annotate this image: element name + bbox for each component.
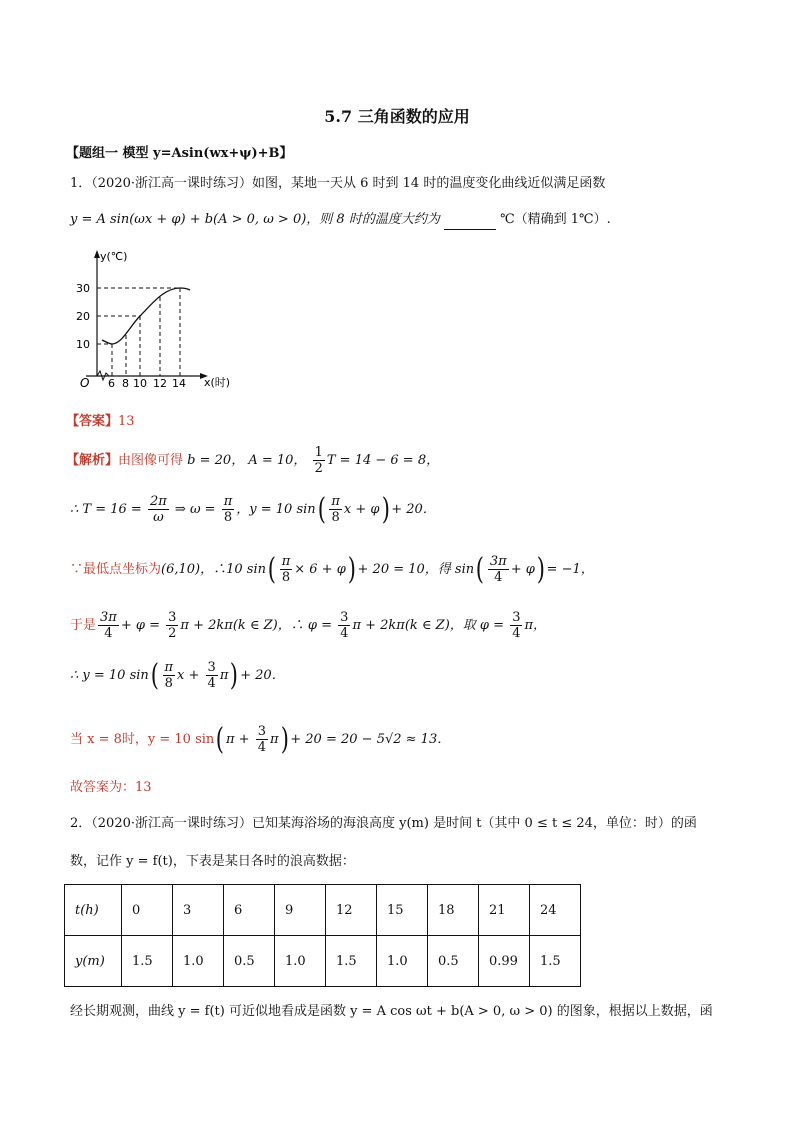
- analysis-l2-b: ⇒ ω =: [174, 502, 216, 517]
- analysis-l3-d: + φ: [510, 562, 535, 577]
- analysis-l3-c: + 20 = 10，得 sin: [357, 562, 475, 577]
- x-axis-label: x(时): [204, 376, 231, 389]
- temperature-curve: [102, 288, 190, 344]
- analysis-l2-a: ∴ T = 16 =: [70, 502, 142, 517]
- page-title: 5.7 三角函数的应用: [324, 107, 470, 126]
- analysis-l5-d: + 20．: [240, 668, 285, 683]
- table-cell: 24: [530, 885, 581, 936]
- y-tick-20: 20: [76, 310, 90, 323]
- analysis-l5-c: π: [219, 668, 229, 683]
- fraction-3-2: $\frac{3}{2}$: [168, 610, 177, 641]
- y-axis-label: y(℃): [100, 250, 128, 263]
- analysis-l1-b: b = 20，: [187, 453, 245, 468]
- analysis-l3-b: × 6 + φ: [294, 562, 346, 577]
- section-header: 【题组一 模型 y=Asin(wx+ψ)+B】: [66, 146, 293, 161]
- analysis-line-4: [70, 608, 546, 644]
- analysis-l3-e: = −1，: [546, 562, 594, 577]
- table-cell: 1.0: [377, 936, 428, 987]
- analysis-tag: 【解析】: [66, 453, 119, 468]
- q1-unit: ℃（精确到 1℃）.: [500, 212, 611, 227]
- answer-blank: [444, 215, 496, 230]
- fraction-3pi-4-b: $\frac{3\pi}{4}$: [100, 610, 117, 641]
- table-cell: 0.5: [428, 936, 479, 987]
- x-tick-8: 8: [122, 377, 129, 390]
- table-cell: 12: [326, 885, 377, 936]
- analysis-line-6: 当 x = 8时，y = 10 sin( π + $\frac{3}{4}$ π) + 20 = 20 − 5√2 ≈ 13．: [70, 721, 451, 757]
- analysis-l6-d: + 20 = 20 − 5√2 ≈ 13．: [290, 732, 451, 747]
- answer-tag: 【答案】: [66, 414, 119, 429]
- fraction-3-4-d: $\frac{3}{4}$: [257, 724, 266, 755]
- analysis-l4-a: + φ =: [120, 618, 160, 633]
- analysis-l6-c: π: [270, 732, 279, 747]
- origin-label: O: [80, 376, 90, 390]
- analysis-line-3: ∵最低点坐标为(6,10)，∴10 sin( $\frac{\pi}{8}$ × 6 + φ) + 20 = 10，得 sin( $\frac{3\pi}{4}$ + φ) = −1，: [70, 551, 594, 587]
- table-cell: 6: [224, 885, 275, 936]
- fraction-half: $\frac{1}{2}$: [314, 445, 323, 476]
- y-tick-10: 10: [76, 338, 90, 351]
- table-cell: 1.0: [173, 936, 224, 987]
- analysis-l4-c: π + 2kπ(k ∈ Z)，取 φ =: [352, 618, 505, 633]
- table-cell: 1.5: [326, 936, 377, 987]
- fraction-pi-8-d: $\frac{\pi}{8}$: [164, 660, 174, 691]
- analysis-line-1: [66, 444, 439, 478]
- y-tick-30: 30: [76, 282, 90, 295]
- fraction-3pi-4: $\frac{3\pi}{4}$: [489, 554, 507, 585]
- analysis-l4-d: π，: [524, 618, 547, 633]
- analysis-l6-a: 当 x = 8时，y = 10 sin: [70, 732, 215, 747]
- x-tick-10: 10: [133, 377, 147, 390]
- answer-value: 13: [118, 414, 135, 429]
- table-cell: 15: [377, 885, 428, 936]
- x-tick-6: 6: [108, 377, 115, 390]
- analysis-l3-a: (6,10)，∴10 sin: [161, 562, 266, 577]
- table-row: [65, 936, 581, 987]
- table-cell: t(h): [65, 885, 122, 936]
- table-cell: 3: [173, 885, 224, 936]
- analysis-l6-b: π +: [226, 732, 250, 747]
- table-cell: 0.99: [479, 936, 530, 987]
- table-cell: 1.0: [275, 936, 326, 987]
- answer-line: [66, 412, 135, 432]
- analysis-l4-red: 于是: [70, 618, 97, 633]
- analysis-l1-A: A = 10，: [248, 453, 307, 468]
- fraction-pi-8: $\frac{\pi}{8}$: [223, 494, 233, 525]
- question-2-line-2: 数，记作 y = f(t)，下表是某日各时的浪高数据：: [70, 854, 355, 869]
- question-1-line-2: [70, 210, 611, 230]
- analysis-l5-a: ∴ y = 10 sin: [70, 668, 149, 683]
- table-cell: 1.5: [530, 936, 581, 987]
- table-cell: 18: [428, 885, 479, 936]
- analysis-l5-b: x +: [177, 668, 200, 683]
- fraction-3-4: $\frac{3}{4}$: [340, 610, 349, 641]
- question-2-line-3: 经长期观测，曲线 y = f(t) 可近似地看成是函数 y = A cos ωt + b(A > 0, ω > 0) 的图象，根据以上数据，函: [70, 1004, 713, 1019]
- question-2-line-1: 2．（2020·浙江高一课时练习）已知某海浴场的海浪高度 y(m) 是时间 t（其中 0 ≤ t ≤ 24，单位：时）的函: [70, 816, 697, 831]
- fraction-2pi-omega: $\frac{2\pi}{\omega}$: [149, 494, 167, 525]
- table-cell: 1.5: [122, 936, 173, 987]
- analysis-l1-text: 由图像可得: [118, 453, 184, 468]
- analysis-line-2: ∴ T = 16 = $\frac{2\pi}{\omega}$ ⇒ ω = $\frac{\pi}{8}$ ，y = 10 sin( $\frac{\pi}{8}$ x + φ) + 20．: [70, 491, 436, 527]
- analysis-line-5: ∴ y = 10 sin( $\frac{\pi}{8}$ x + $\frac{3}{4}$ π) + 20．: [70, 657, 285, 693]
- fraction-3-4-b: $\frac{3}{4}$: [512, 610, 521, 641]
- table-cell: 21: [479, 885, 530, 936]
- analysis-l2-c: ，y = 10 sin: [236, 502, 316, 517]
- q1-formula: y = A sin(ωx + φ) + b(A > 0, ω > 0)，则 8 时的温度大约为: [70, 212, 440, 227]
- table-row: [65, 885, 581, 936]
- temperature-graph: [72, 246, 247, 391]
- analysis-l4-b: π + 2kπ(k ∈ Z)，∴ φ =: [180, 618, 333, 633]
- table-cell: 0.5: [224, 936, 275, 987]
- question-1-line-1: 1．（2020·浙江高一课时练习）如图，某地一天从 6 时到 14 时的温度变化曲线近似满足函数: [70, 176, 606, 191]
- analysis-conclusion: 故答案为：13: [70, 780, 152, 795]
- analysis-l2-d: x + φ: [343, 502, 380, 517]
- x-tick-14: 14: [172, 377, 186, 390]
- table-cell: y(m): [65, 936, 122, 987]
- wave-height-table: [64, 884, 581, 987]
- fraction-3-4-c: $\frac{3}{4}$: [207, 660, 216, 691]
- analysis-l2-e: + 20．: [391, 502, 436, 517]
- x-tick-12: 12: [153, 377, 167, 390]
- analysis-l1-rest: T = 14 − 6 = 8，: [326, 453, 440, 468]
- table-cell: 9: [275, 885, 326, 936]
- analysis-l3-red: ∵最低点坐标为: [70, 562, 162, 577]
- table-cell: 0: [122, 885, 173, 936]
- fraction-pi-8-b: $\frac{\pi}{8}$: [331, 494, 340, 525]
- fraction-pi-8-c: $\frac{\pi}{8}$: [281, 554, 291, 585]
